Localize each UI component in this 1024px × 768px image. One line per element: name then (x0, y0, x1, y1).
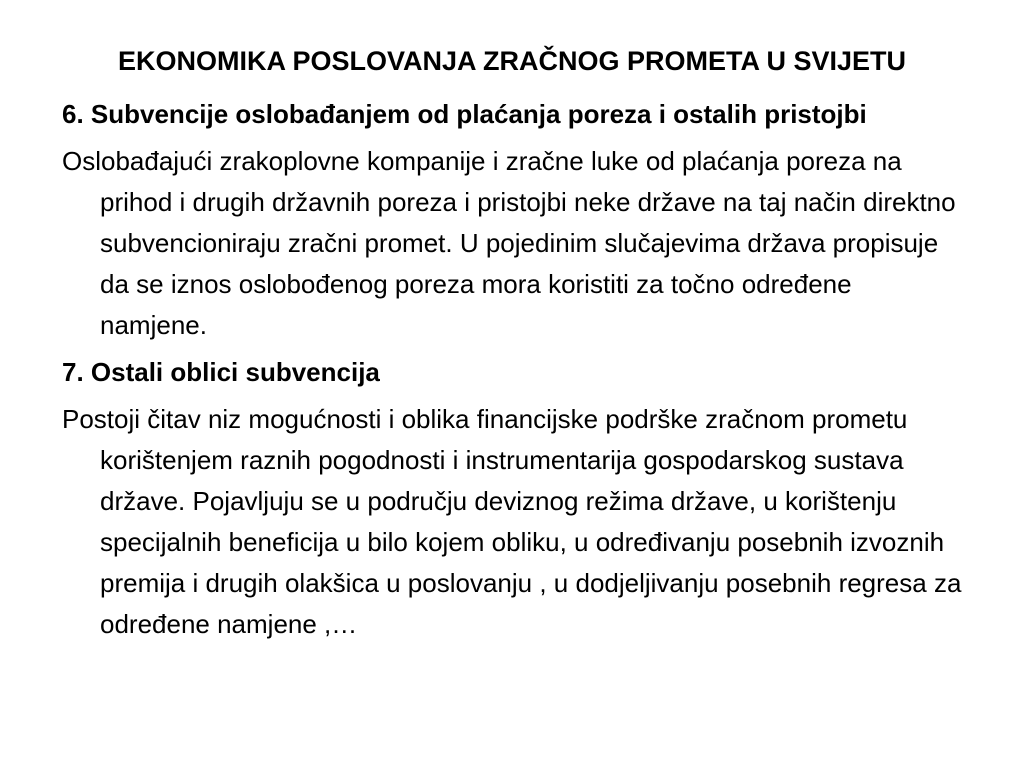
section-heading-tax-exemption: 6. Subvencije oslobađanjem od plaćanja poreza i ostalih pristojbi (62, 99, 867, 129)
paragraph-other-subsidies: Postoji čitav niz mogućnosti i oblika financijske podrške zračnom prometu korištenjem raznih pogodnosti i instrumentarija gospodarskog sustava države. Pojavljuju se u području deviznog režima države, u korištenju specijalnih beneficija u bilo kojem obliku, u određivanju posebnih izvoznih premija i drugih olakšica u poslovanju , u dodjeljivanju posebnih regresa za određene namjene ,… (62, 404, 962, 639)
paragraph-tax-exemption: Oslobađajući zrakoplovne kompanije i zračne luke od plaćanja poreza na prihod i drugih državnih poreza i pristojbi neke države na taj način direktno subvencioniraju zračni promet. U pojedinim slučajevima država propisuje da se iznos oslobođenog poreza mora koristiti za točno određene namjene. (62, 146, 956, 340)
section-heading-other-subsidies: 7. Ostali oblici subvencija (62, 357, 380, 387)
slide-title: EKONOMIKA POSLOVANJA ZRAČNOG PROMETA U SVIJETU (117, 46, 907, 76)
slide-body (62, 94, 962, 651)
